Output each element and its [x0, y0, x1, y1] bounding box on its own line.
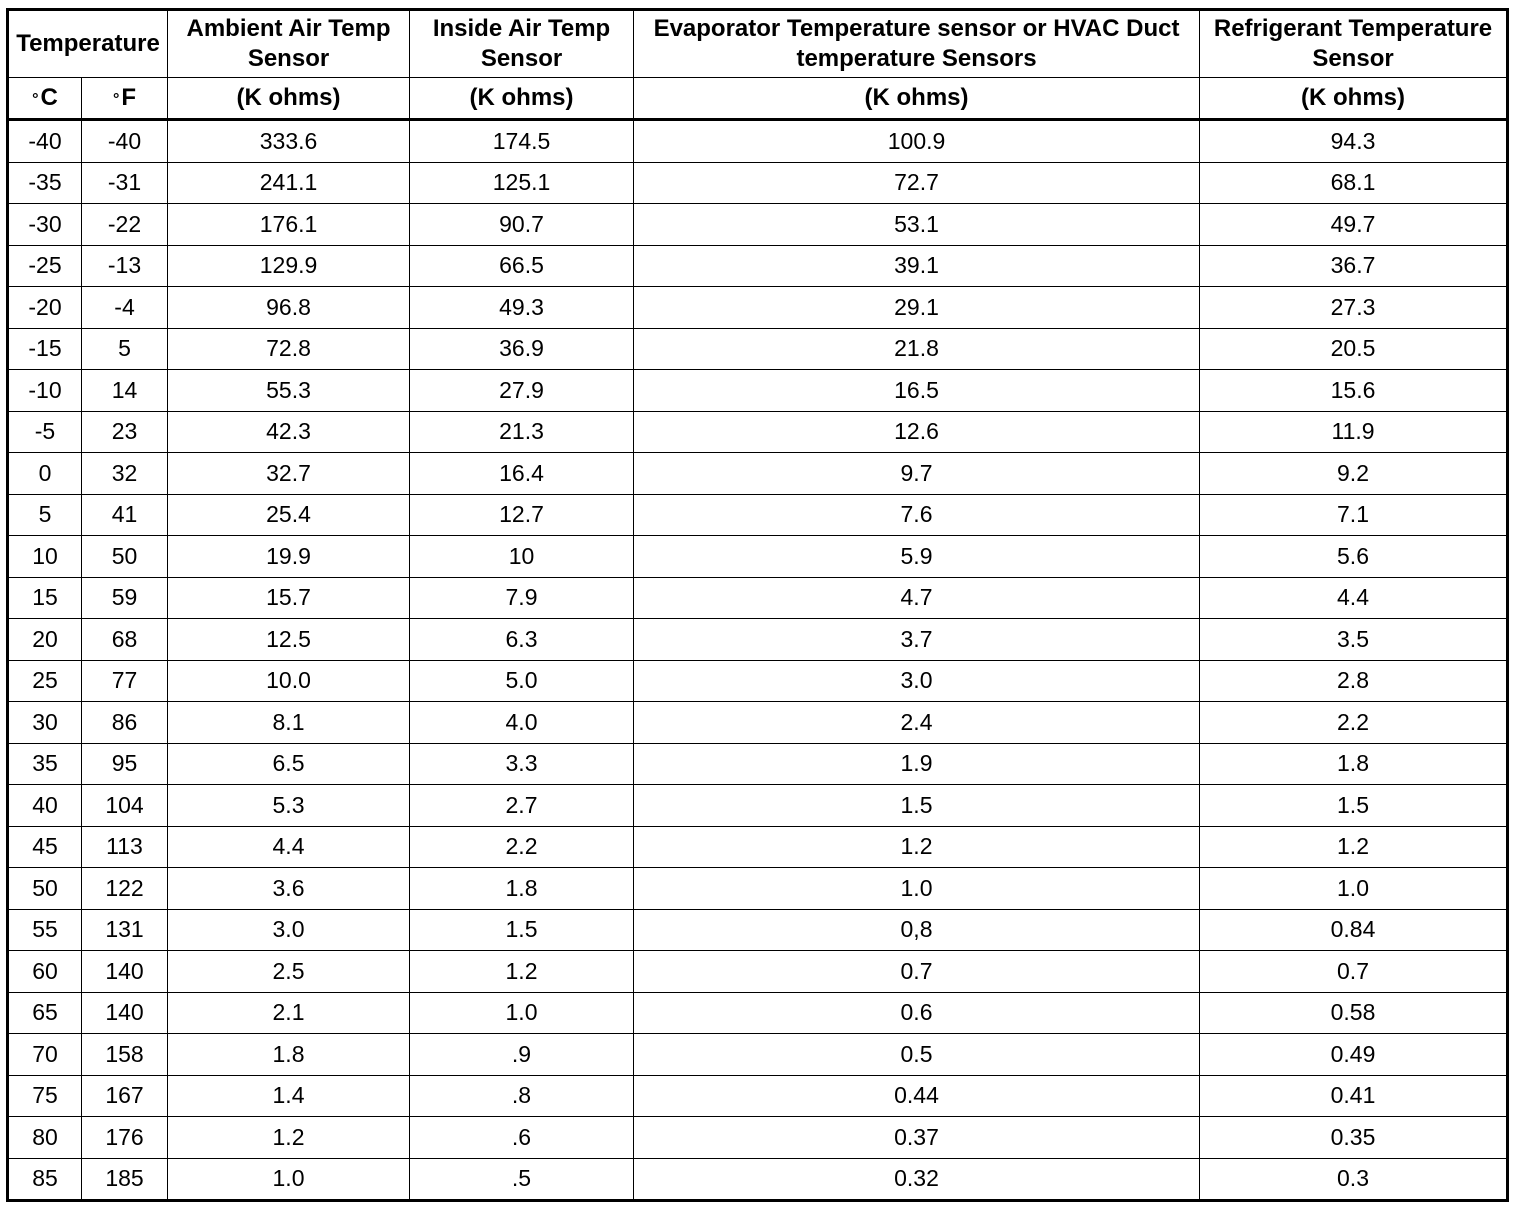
- cell-fahrenheit: 158: [82, 1034, 168, 1076]
- cell-ambient-kohms: 1.8: [168, 1034, 410, 1076]
- cell-refrigerant-kohms: 2.2: [1200, 702, 1508, 744]
- cell-ambient-kohms: 2.1: [168, 992, 410, 1034]
- cell-refrigerant-kohms: 7.1: [1200, 494, 1508, 536]
- cell-ambient-kohms: 1.4: [168, 1075, 410, 1117]
- cell-fahrenheit: 140: [82, 951, 168, 993]
- cell-evaporator-kohms: 0.5: [634, 1034, 1200, 1076]
- cell-celsius: 25: [8, 660, 82, 702]
- cell-celsius: -10: [8, 370, 82, 412]
- table-row: [8, 868, 1508, 910]
- cell-refrigerant-kohms: 0.58: [1200, 992, 1508, 1034]
- cell-inside-kohms: 16.4: [410, 453, 634, 495]
- cell-fahrenheit: 185: [82, 1158, 168, 1201]
- cell-celsius: 65: [8, 992, 82, 1034]
- cell-refrigerant-kohms: 1.8: [1200, 743, 1508, 785]
- cell-evaporator-kohms: 39.1: [634, 245, 1200, 287]
- units-evaporator: (K ohms): [634, 78, 1200, 120]
- cell-evaporator-kohms: 0.32: [634, 1158, 1200, 1201]
- cell-refrigerant-kohms: 0.84: [1200, 909, 1508, 951]
- cell-evaporator-kohms: 5.9: [634, 536, 1200, 578]
- cell-refrigerant-kohms: 20.5: [1200, 328, 1508, 370]
- header-temperature: Temperature: [8, 10, 168, 78]
- table-row: [8, 992, 1508, 1034]
- cell-celsius: 85: [8, 1158, 82, 1201]
- cell-inside-kohms: 2.2: [410, 826, 634, 868]
- cell-refrigerant-kohms: 49.7: [1200, 204, 1508, 246]
- cell-refrigerant-kohms: 0.35: [1200, 1117, 1508, 1159]
- cell-refrigerant-kohms: 15.6: [1200, 370, 1508, 412]
- cell-celsius: 15: [8, 577, 82, 619]
- cell-ambient-kohms: 42.3: [168, 411, 410, 453]
- table-row: [8, 619, 1508, 661]
- cell-celsius: 35: [8, 743, 82, 785]
- cell-celsius: -35: [8, 162, 82, 204]
- table-row: [8, 328, 1508, 370]
- cell-evaporator-kohms: 7.6: [634, 494, 1200, 536]
- cell-ambient-kohms: 129.9: [168, 245, 410, 287]
- degree-symbol-celsius: °: [32, 91, 39, 108]
- cell-evaporator-kohms: 100.9: [634, 120, 1200, 163]
- units-refrigerant: (K ohms): [1200, 78, 1508, 120]
- cell-fahrenheit: 14: [82, 370, 168, 412]
- degree-symbol-fahrenheit: °: [112, 91, 120, 108]
- table-row: [8, 245, 1508, 287]
- cell-refrigerant-kohms: 1.2: [1200, 826, 1508, 868]
- units-inside: (K ohms): [410, 78, 634, 120]
- cell-fahrenheit: -4: [82, 287, 168, 329]
- table-row: [8, 1034, 1508, 1076]
- table-row: [8, 702, 1508, 744]
- cell-evaporator-kohms: 4.7: [634, 577, 1200, 619]
- cell-inside-kohms: 90.7: [410, 204, 634, 246]
- cell-refrigerant-kohms: 68.1: [1200, 162, 1508, 204]
- cell-celsius: 50: [8, 868, 82, 910]
- cell-fahrenheit: 41: [82, 494, 168, 536]
- cell-evaporator-kohms: 16.5: [634, 370, 1200, 412]
- cell-ambient-kohms: 2.5: [168, 951, 410, 993]
- cell-celsius: 0: [8, 453, 82, 495]
- cell-fahrenheit: 140: [82, 992, 168, 1034]
- table-row: [8, 536, 1508, 578]
- cell-evaporator-kohms: 1.5: [634, 785, 1200, 827]
- cell-inside-kohms: .9: [410, 1034, 634, 1076]
- table-row: [8, 162, 1508, 204]
- header-inside-air-temp-sensor: Inside Air Temp Sensor: [410, 10, 634, 78]
- cell-inside-kohms: 27.9: [410, 370, 634, 412]
- cell-refrigerant-kohms: 0.49: [1200, 1034, 1508, 1076]
- cell-celsius: 55: [8, 909, 82, 951]
- header-ambient-air-temp-sensor: Ambient Air Temp Sensor: [168, 10, 410, 78]
- cell-inside-kohms: 1.8: [410, 868, 634, 910]
- cell-evaporator-kohms: 1.9: [634, 743, 1200, 785]
- cell-ambient-kohms: 176.1: [168, 204, 410, 246]
- cell-inside-kohms: 7.9: [410, 577, 634, 619]
- cell-ambient-kohms: 12.5: [168, 619, 410, 661]
- cell-evaporator-kohms: 12.6: [634, 411, 1200, 453]
- cell-evaporator-kohms: 9.7: [634, 453, 1200, 495]
- table-row: [8, 1158, 1508, 1201]
- cell-inside-kohms: 49.3: [410, 287, 634, 329]
- cell-evaporator-kohms: 3.0: [634, 660, 1200, 702]
- table-row: [8, 909, 1508, 951]
- cell-ambient-kohms: 1.0: [168, 1158, 410, 1201]
- cell-inside-kohms: 21.3: [410, 411, 634, 453]
- cell-evaporator-kohms: 21.8: [634, 328, 1200, 370]
- cell-fahrenheit: 68: [82, 619, 168, 661]
- table-header: [8, 10, 1508, 120]
- celsius-label: C: [40, 84, 58, 111]
- cell-inside-kohms: 1.2: [410, 951, 634, 993]
- table-row: [8, 660, 1508, 702]
- cell-inside-kohms: 174.5: [410, 120, 634, 163]
- cell-inside-kohms: 1.0: [410, 992, 634, 1034]
- cell-evaporator-kohms: 72.7: [634, 162, 1200, 204]
- cell-celsius: 80: [8, 1117, 82, 1159]
- table-row: [8, 204, 1508, 246]
- cell-ambient-kohms: 5.3: [168, 785, 410, 827]
- header-row-titles: [8, 10, 1508, 78]
- cell-refrigerant-kohms: 0.7: [1200, 951, 1508, 993]
- cell-ambient-kohms: 8.1: [168, 702, 410, 744]
- cell-fahrenheit: 167: [82, 1075, 168, 1117]
- cell-evaporator-kohms: 1.2: [634, 826, 1200, 868]
- cell-refrigerant-kohms: 11.9: [1200, 411, 1508, 453]
- cell-evaporator-kohms: 0.6: [634, 992, 1200, 1034]
- cell-inside-kohms: 10: [410, 536, 634, 578]
- cell-fahrenheit: -22: [82, 204, 168, 246]
- cell-evaporator-kohms: 0.44: [634, 1075, 1200, 1117]
- cell-celsius: -40: [8, 120, 82, 163]
- cell-celsius: 70: [8, 1034, 82, 1076]
- header-refrigerant-temperature-sensor: Refrigerant Temperature Sensor: [1200, 10, 1508, 78]
- cell-refrigerant-kohms: 3.5: [1200, 619, 1508, 661]
- cell-fahrenheit: -13: [82, 245, 168, 287]
- cell-celsius: -30: [8, 204, 82, 246]
- cell-ambient-kohms: 4.4: [168, 826, 410, 868]
- cell-refrigerant-kohms: 27.3: [1200, 287, 1508, 329]
- cell-celsius: -20: [8, 287, 82, 329]
- cell-ambient-kohms: 15.7: [168, 577, 410, 619]
- table-row: [8, 951, 1508, 993]
- cell-fahrenheit: 23: [82, 411, 168, 453]
- cell-celsius: 10: [8, 536, 82, 578]
- cell-ambient-kohms: 6.5: [168, 743, 410, 785]
- table-row: [8, 743, 1508, 785]
- cell-inside-kohms: 125.1: [410, 162, 634, 204]
- cell-evaporator-kohms: 29.1: [634, 287, 1200, 329]
- cell-ambient-kohms: 333.6: [168, 120, 410, 163]
- cell-fahrenheit: 104: [82, 785, 168, 827]
- cell-evaporator-kohms: 2.4: [634, 702, 1200, 744]
- cell-fahrenheit: 131: [82, 909, 168, 951]
- table-row: [8, 287, 1508, 329]
- cell-refrigerant-kohms: 0.3: [1200, 1158, 1508, 1201]
- table-row: [8, 1117, 1508, 1159]
- cell-refrigerant-kohms: 36.7: [1200, 245, 1508, 287]
- cell-inside-kohms: 4.0: [410, 702, 634, 744]
- cell-inside-kohms: 2.7: [410, 785, 634, 827]
- header-fahrenheit: [82, 78, 168, 120]
- cell-celsius: 20: [8, 619, 82, 661]
- cell-inside-kohms: 12.7: [410, 494, 634, 536]
- cell-fahrenheit: 59: [82, 577, 168, 619]
- cell-celsius: -5: [8, 411, 82, 453]
- cell-refrigerant-kohms: 94.3: [1200, 120, 1508, 163]
- cell-ambient-kohms: 96.8: [168, 287, 410, 329]
- cell-inside-kohms: .6: [410, 1117, 634, 1159]
- cell-evaporator-kohms: 53.1: [634, 204, 1200, 246]
- cell-fahrenheit: 32: [82, 453, 168, 495]
- cell-celsius: 75: [8, 1075, 82, 1117]
- table-row: [8, 453, 1508, 495]
- cell-fahrenheit: 50: [82, 536, 168, 578]
- cell-inside-kohms: 5.0: [410, 660, 634, 702]
- cell-celsius: 40: [8, 785, 82, 827]
- cell-ambient-kohms: 25.4: [168, 494, 410, 536]
- cell-refrigerant-kohms: 0.41: [1200, 1075, 1508, 1117]
- cell-fahrenheit: 113: [82, 826, 168, 868]
- cell-celsius: 45: [8, 826, 82, 868]
- cell-evaporator-kohms: 0.37: [634, 1117, 1200, 1159]
- header-celsius: [8, 78, 82, 120]
- cell-ambient-kohms: 3.0: [168, 909, 410, 951]
- cell-evaporator-kohms: 0,8: [634, 909, 1200, 951]
- cell-fahrenheit: -31: [82, 162, 168, 204]
- table-row: [8, 1075, 1508, 1117]
- table-row: [8, 411, 1508, 453]
- cell-refrigerant-kohms: 2.8: [1200, 660, 1508, 702]
- cell-inside-kohms: 6.3: [410, 619, 634, 661]
- cell-ambient-kohms: 72.8: [168, 328, 410, 370]
- cell-evaporator-kohms: 3.7: [634, 619, 1200, 661]
- cell-ambient-kohms: 10.0: [168, 660, 410, 702]
- table-row: [8, 120, 1508, 163]
- table-row: [8, 826, 1508, 868]
- table-row: [8, 577, 1508, 619]
- cell-evaporator-kohms: 0.7: [634, 951, 1200, 993]
- cell-fahrenheit: 77: [82, 660, 168, 702]
- cell-fahrenheit: 95: [82, 743, 168, 785]
- cell-celsius: -25: [8, 245, 82, 287]
- cell-ambient-kohms: 32.7: [168, 453, 410, 495]
- cell-ambient-kohms: 19.9: [168, 536, 410, 578]
- cell-inside-kohms: .5: [410, 1158, 634, 1201]
- cell-inside-kohms: .8: [410, 1075, 634, 1117]
- cell-refrigerant-kohms: 1.5: [1200, 785, 1508, 827]
- table-row: [8, 370, 1508, 412]
- header-row-units: [8, 78, 1508, 120]
- cell-inside-kohms: 66.5: [410, 245, 634, 287]
- cell-inside-kohms: 36.9: [410, 328, 634, 370]
- cell-fahrenheit: 122: [82, 868, 168, 910]
- units-ambient: (K ohms): [168, 78, 410, 120]
- fahrenheit-label: F: [121, 84, 137, 111]
- cell-ambient-kohms: 3.6: [168, 868, 410, 910]
- cell-ambient-kohms: 1.2: [168, 1117, 410, 1159]
- cell-celsius: 60: [8, 951, 82, 993]
- header-evaporator-temperature-sensor: Evaporator Temperature sensor or HVAC Duct temperature Sensors: [634, 10, 1200, 78]
- table-body: [8, 120, 1508, 1201]
- cell-celsius: -15: [8, 328, 82, 370]
- cell-ambient-kohms: 55.3: [168, 370, 410, 412]
- cell-evaporator-kohms: 1.0: [634, 868, 1200, 910]
- cell-refrigerant-kohms: 4.4: [1200, 577, 1508, 619]
- cell-inside-kohms: 1.5: [410, 909, 634, 951]
- cell-fahrenheit: -40: [82, 120, 168, 163]
- sensor-resistance-table: [6, 8, 1509, 1202]
- cell-celsius: 5: [8, 494, 82, 536]
- cell-refrigerant-kohms: 1.0: [1200, 868, 1508, 910]
- sensor-resistance-table-container: [6, 8, 1506, 1202]
- cell-inside-kohms: 3.3: [410, 743, 634, 785]
- cell-fahrenheit: 5: [82, 328, 168, 370]
- cell-fahrenheit: 86: [82, 702, 168, 744]
- table-row: [8, 785, 1508, 827]
- cell-ambient-kohms: 241.1: [168, 162, 410, 204]
- cell-refrigerant-kohms: 5.6: [1200, 536, 1508, 578]
- cell-refrigerant-kohms: 9.2: [1200, 453, 1508, 495]
- cell-fahrenheit: 176: [82, 1117, 168, 1159]
- cell-celsius: 30: [8, 702, 82, 744]
- table-row: [8, 494, 1508, 536]
